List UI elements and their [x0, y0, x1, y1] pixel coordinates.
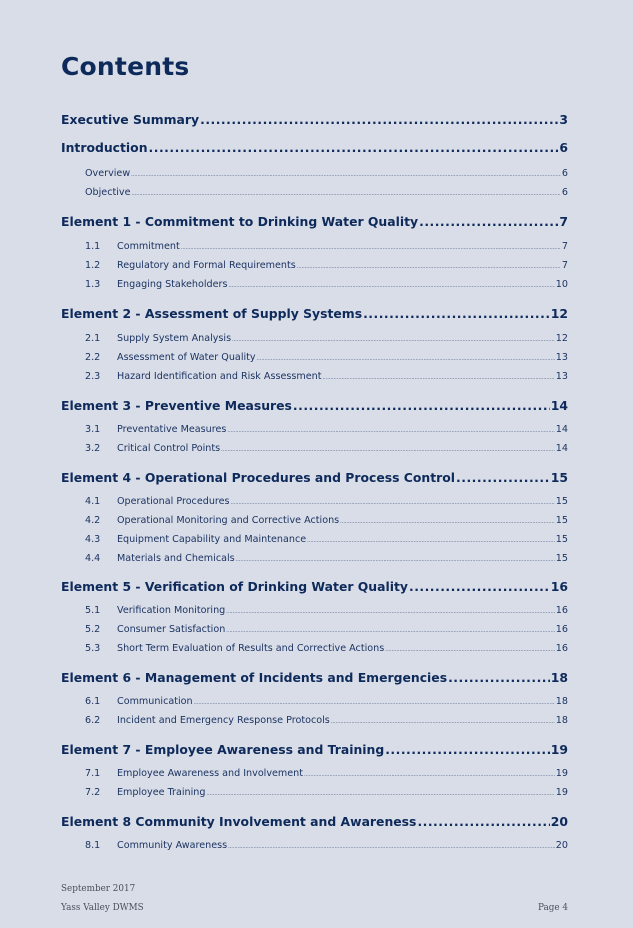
footer-date-line — [61, 884, 568, 894]
toc-entry-label: Employee Training — [117, 787, 206, 798]
toc-leader-dots — [385, 742, 550, 757]
toc-section-entry[interactable] — [61, 742, 568, 757]
toc-section-entry[interactable] — [61, 140, 568, 155]
toc-leader-dots — [293, 398, 550, 413]
toc-entry-number: 4.3 — [85, 534, 101, 545]
toc-leader-dots — [331, 719, 555, 725]
toc-leader-dots — [221, 447, 555, 453]
toc-entry-label: Communication — [117, 696, 193, 707]
toc-section-entry[interactable] — [61, 579, 568, 594]
toc-entry-label: Operational Monitoring and Corrective Actions — [117, 515, 340, 526]
toc-entry-number: 7.1 — [85, 768, 101, 779]
toc-leader-dots — [340, 519, 555, 525]
toc-entry-label: Hazard Identification and Risk Assessment — [117, 371, 322, 382]
footer-doc-line — [61, 903, 568, 913]
toc-leader-dots — [228, 844, 555, 850]
page-title: Contents — [61, 52, 190, 81]
toc-leader-dots — [363, 306, 550, 321]
toc-leader-dots — [181, 245, 561, 251]
toc-page-number: 3 — [559, 112, 568, 127]
toc-leader-dots — [231, 500, 555, 506]
toc-page-number: 15 — [555, 496, 568, 507]
toc-entry-label: Equipment Capability and Maintenance — [117, 534, 307, 545]
toc-entry-number: 6.2 — [85, 715, 101, 726]
toc-entry-number: 2.1 — [85, 333, 101, 344]
toc-section-entry[interactable] — [61, 814, 568, 829]
toc-leader-dots — [297, 264, 561, 270]
toc-leader-dots — [226, 609, 555, 615]
toc-page-number: 20 — [550, 814, 568, 829]
toc-entry-number: 7.2 — [85, 787, 101, 798]
toc-leader-dots — [206, 791, 554, 797]
toc-leader-dots — [200, 112, 558, 127]
toc-entry-label: Supply System Analysis — [117, 333, 232, 344]
footer-doc-name: Yass Valley DWMS — [61, 903, 144, 913]
toc-leader-dots — [232, 337, 555, 343]
toc-page-number: 19 — [550, 742, 568, 757]
toc-leader-dots — [227, 428, 554, 434]
toc-page-number: 6 — [561, 187, 568, 198]
toc-page-number: 15 — [555, 534, 568, 545]
toc-entry-label: Consumer Satisfaction — [117, 624, 226, 635]
toc-entry-label: Critical Control Points — [117, 443, 221, 454]
toc-entry-label: Executive Summary — [61, 112, 200, 127]
toc-leader-dots — [385, 647, 555, 653]
toc-entry-label: Element 4 - Operational Procedures and Process Control — [61, 470, 456, 485]
toc-page-number: 12 — [550, 306, 568, 321]
toc-page-number: 15 — [555, 553, 568, 564]
toc-page-number: 7 — [561, 241, 568, 252]
toc-leader-dots — [226, 628, 555, 634]
toc-entry-number: 1.2 — [85, 260, 101, 271]
toc-entry-label: Objective — [85, 187, 131, 198]
toc-page-number: 14 — [555, 443, 568, 454]
toc-entry-label: Element 2 - Assessment of Supply Systems — [61, 306, 363, 321]
toc-entry-number: 1.3 — [85, 279, 101, 290]
toc-page-number: 18 — [555, 715, 568, 726]
toc-entry-number: 2.3 — [85, 371, 101, 382]
toc-entry-number: 5.2 — [85, 624, 101, 635]
toc-entry-label: Introduction — [61, 140, 148, 155]
toc-entry-label: Regulatory and Formal Requirements — [117, 260, 296, 271]
toc-entry-number: 6.1 — [85, 696, 101, 707]
toc-page-number: 14 — [555, 424, 568, 435]
toc-entry-number: 3.1 — [85, 424, 101, 435]
toc-entry-label: Preventative Measures — [117, 424, 227, 435]
toc-entry-number: 3.2 — [85, 443, 101, 454]
footer-date: September 2017 — [61, 884, 136, 894]
toc-entry-number: 8.1 — [85, 840, 101, 851]
toc-entry-label: Employee Awareness and Involvement — [117, 768, 304, 779]
toc-entry-label: Element 6 - Management of Incidents and Emergencies — [61, 670, 448, 685]
toc-page-number: 15 — [550, 470, 568, 485]
toc-page-number: 16 — [555, 643, 568, 654]
toc-leader-dots — [322, 375, 554, 381]
footer-page-number: Page 4 — [538, 903, 568, 913]
toc-leader-dots — [307, 538, 555, 544]
toc-entry-label: Element 7 - Employee Awareness and Training — [61, 742, 385, 757]
toc-leader-dots — [417, 814, 549, 829]
toc-entry-label: Element 1 - Commitment to Drinking Water Quality — [61, 214, 419, 229]
toc-page-number: 18 — [555, 696, 568, 707]
toc-entry-number: 2.2 — [85, 352, 101, 363]
toc-page-number: 13 — [555, 352, 568, 363]
toc-section-entry[interactable] — [61, 112, 568, 127]
toc-page-number: 7 — [561, 260, 568, 271]
toc-entry-number: 4.1 — [85, 496, 101, 507]
toc-leader-dots — [131, 172, 561, 178]
toc-entry-label: Assessment of Water Quality — [117, 352, 256, 363]
toc-page-number: 14 — [550, 398, 568, 413]
toc-page-number: 18 — [550, 670, 568, 685]
toc-entry-label: Engaging Stakeholders — [117, 279, 228, 290]
toc-entry-label: Community Awareness — [117, 840, 228, 851]
toc-leader-dots — [257, 356, 555, 362]
toc-page-number: 13 — [555, 371, 568, 382]
toc-leader-dots — [304, 772, 555, 778]
toc-leader-dots — [419, 214, 558, 229]
toc-page-number: 16 — [555, 624, 568, 635]
toc-entry-label: Element 8 Community Involvement and Awareness — [61, 814, 417, 829]
toc-entry-label: Element 3 - Preventive Measures — [61, 398, 292, 413]
toc-leader-dots — [236, 557, 555, 563]
toc-leader-dots — [132, 191, 561, 197]
toc-entry-label: Incident and Emergency Response Protocols — [117, 715, 330, 726]
toc-entry-number: 4.2 — [85, 515, 101, 526]
toc-entry-label: Operational Procedures — [117, 496, 230, 507]
toc-entry-label: Commitment — [117, 241, 180, 252]
toc-entry-label: Verification Monitoring — [117, 605, 226, 616]
toc-section-entry[interactable] — [61, 398, 568, 413]
toc-section-entry[interactable] — [61, 306, 568, 321]
toc-leader-dots — [228, 283, 554, 289]
toc-page-number: 10 — [555, 279, 568, 290]
toc-page-number: 19 — [555, 768, 568, 779]
toc-section-entry[interactable] — [61, 470, 568, 485]
toc-page-number: 15 — [555, 515, 568, 526]
toc-page-number: 16 — [550, 579, 568, 594]
toc-entry-label: Element 5 - Verification of Drinking Water Quality — [61, 579, 408, 594]
toc-entry-number: 4.4 — [85, 553, 101, 564]
toc-entry-number: 1.1 — [85, 241, 101, 252]
toc-entry-label: Short Term Evaluation of Results and Corrective Actions — [117, 643, 385, 654]
toc-page-number: 19 — [555, 787, 568, 798]
toc-page-number: 6 — [559, 140, 568, 155]
toc-leader-dots — [149, 140, 559, 155]
toc-leader-dots — [194, 700, 555, 706]
toc-page-number: 12 — [555, 333, 568, 344]
toc-leader-dots — [456, 470, 550, 485]
toc-page-number: 7 — [559, 214, 568, 229]
toc-page-number: 6 — [561, 168, 568, 179]
toc-leader-dots — [409, 579, 550, 594]
toc-leader-dots — [448, 670, 550, 685]
toc-entry-number: 5.3 — [85, 643, 101, 654]
toc-page-number: 16 — [555, 605, 568, 616]
toc-entry-label: Overview — [85, 168, 131, 179]
toc-page-number: 20 — [555, 840, 568, 851]
toc-entry-label: Materials and Chemicals — [117, 553, 235, 564]
toc-section-entry[interactable] — [61, 214, 568, 229]
toc-entry-number: 5.1 — [85, 605, 101, 616]
toc-section-entry[interactable] — [61, 670, 568, 685]
